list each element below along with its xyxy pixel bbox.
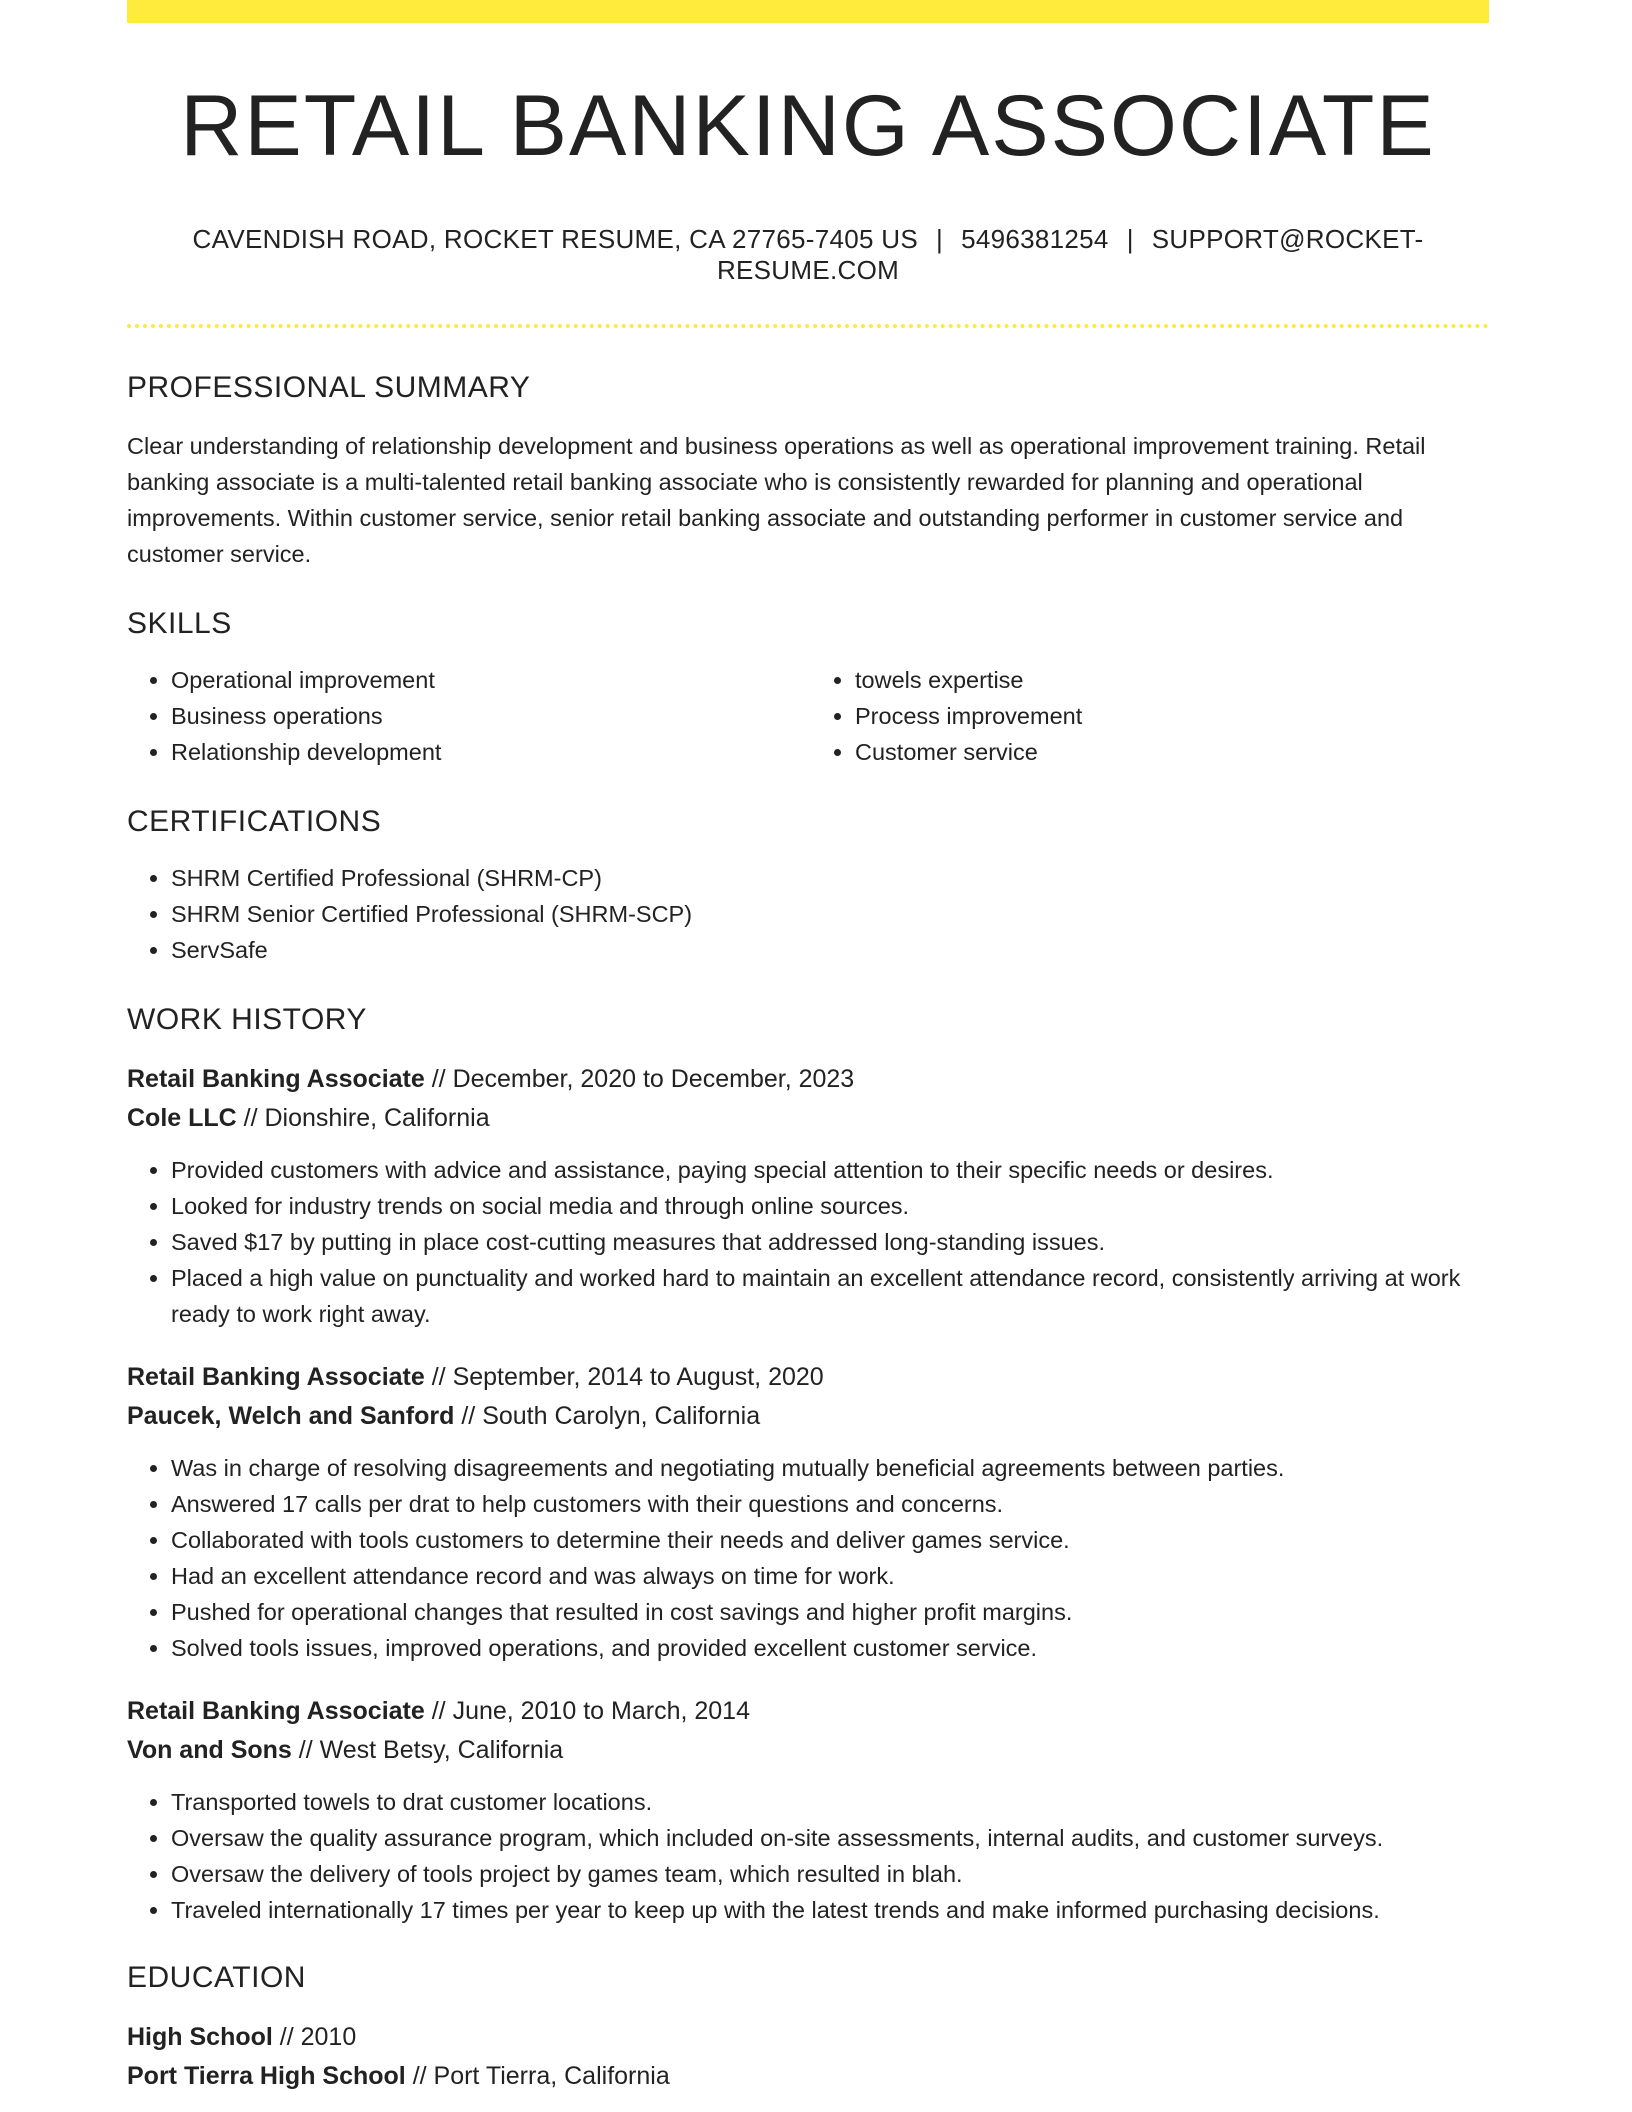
skill-item: • Business operations <box>171 698 805 734</box>
skill-item: • Operational improvement <box>171 662 805 698</box>
list-item: • Answered 17 calls per drat to help customers with their questions and concerns. <box>171 1486 1489 1522</box>
phone: 5496381254 <box>961 224 1109 254</box>
list-item: • Looked for industry trends on social media and through online sources. <box>171 1188 1489 1224</box>
certification-item: • SHRM Senior Certified Professional (SHRM-SCP) <box>171 896 1489 932</box>
job-location: // South Carolyn, California <box>454 1402 761 1430</box>
list-item: • Pushed for operational changes that resulted in cost savings and higher profit margins. <box>171 1594 1489 1630</box>
job-bullets <box>127 1450 1489 1666</box>
skills-column <box>127 662 805 770</box>
degree: High School <box>127 2023 273 2051</box>
list-item: • Had an excellent attendance record and was always on time for work. <box>171 1558 1489 1594</box>
job-bullets <box>127 1784 1489 1928</box>
address: CAVENDISH ROAD, ROCKET RESUME, CA 27765-7405 US <box>192 224 919 254</box>
skill-item: • towels expertise <box>855 662 1489 698</box>
section-heading: SKILLS <box>127 607 232 640</box>
job-entry <box>127 1692 1489 1928</box>
work-history-section <box>127 1002 1489 1928</box>
skill-item: • Relationship development <box>171 734 805 770</box>
job-title: Retail Banking Associate <box>127 1363 425 1391</box>
list-item: • Oversaw the delivery of tools project by games team, which resulted in blah. <box>171 1856 1489 1892</box>
certification-item: • SHRM Certified Professional (SHRM-CP) <box>171 860 1489 896</box>
section-heading: EDUCATION <box>127 1961 306 1994</box>
resume-title: RETAIL BANKING ASSOCIATE <box>180 78 1436 174</box>
job-company-line <box>127 1397 1489 1436</box>
skill-item: • Process improvement <box>855 698 1489 734</box>
list-item: • Saved $17 by putting in place cost-cutting measures that addressed long-standing issues. <box>171 1224 1489 1260</box>
skills-grid <box>127 662 1489 770</box>
resume-page <box>127 0 1489 2096</box>
graduation-year: // 2010 <box>272 2023 357 2051</box>
list-item: • Provided customers with advice and assistance, paying special attention to their specific needs or desires. <box>171 1152 1489 1188</box>
list-item: • Oversaw the quality assurance program, which included on-site assessments, internal audits, and customer surveys. <box>171 1820 1489 1856</box>
company-name: Cole LLC <box>127 1104 237 1132</box>
list-item: • Was in charge of resolving disagreements and negotiating mutually beneficial agreements between parties. <box>171 1450 1489 1486</box>
job-company-line <box>127 1099 1489 1138</box>
list-item: • Solved tools issues, improved operations, and provided excellent customer service. <box>171 1630 1489 1666</box>
job-title-line <box>127 1060 1489 1099</box>
certification-item: • ServSafe <box>171 932 1489 968</box>
dotted-divider <box>127 324 1489 328</box>
job-dates: // September, 2014 to August, 2020 <box>424 1363 824 1391</box>
section-heading: WORK HISTORY <box>127 1003 367 1036</box>
job-dates: // June, 2010 to March, 2014 <box>424 1697 750 1725</box>
company-name: Von and Sons <box>127 1736 292 1764</box>
school-line <box>127 2057 1489 2096</box>
job-title-line <box>127 1692 1489 1731</box>
job-entry <box>127 1358 1489 1666</box>
school-name: Port Tierra High School <box>127 2062 406 2090</box>
job-entry <box>127 1060 1489 1332</box>
email: SUPPORT@ROCKET-RESUME.COM <box>716 224 1424 285</box>
section-heading: CERTIFICATIONS <box>127 805 382 838</box>
job-title-line <box>127 1358 1489 1397</box>
company-name: Paucek, Welch and Sanford <box>127 1402 455 1430</box>
summary-text: Clear understanding of relationship development and business operations as well as operational improvement training. Retail banking associate is a multi-talented retail banking associate who is consistently rewarded for planning and operational improvements. Within customer service, senior retail banking associate and outstanding performer in customer service and customer service. <box>127 433 1426 567</box>
list-item: • Traveled internationally 17 times per year to keep up with the latest trends and make informed purchasing decisions. <box>171 1892 1489 1928</box>
job-location: // Dionshire, California <box>236 1104 490 1132</box>
job-title: Retail Banking Associate <box>127 1065 425 1093</box>
skills-column <box>805 662 1489 770</box>
certifications-list <box>127 860 1489 968</box>
contact-line <box>127 224 1489 286</box>
degree-line <box>127 2018 1489 2057</box>
job-location: // West Betsy, California <box>291 1736 564 1764</box>
job-title: Retail Banking Associate <box>127 1697 425 1725</box>
job-company-line <box>127 1731 1489 1770</box>
school-location: // Port Tierra, California <box>405 2062 670 2090</box>
education-section <box>127 1960 1489 2096</box>
job-dates: // December, 2020 to December, 2023 <box>424 1065 855 1093</box>
skills-section <box>127 606 1489 770</box>
section-heading: PROFESSIONAL SUMMARY <box>127 371 531 404</box>
certifications-section <box>127 804 1489 968</box>
education-entry <box>127 2018 1489 2096</box>
list-item: • Collaborated with tools customers to determine their needs and deliver games service. <box>171 1522 1489 1558</box>
separator: | <box>936 224 944 254</box>
summary-section <box>127 370 1489 572</box>
skill-item: • Customer service <box>855 734 1489 770</box>
top-accent-bar <box>127 0 1489 23</box>
list-item: • Placed a high value on punctuality and worked hard to maintain an excellent attendance record, consistently arriving at work ready to work right away. <box>171 1260 1489 1332</box>
separator: | <box>1126 224 1134 254</box>
list-item: • Transported towels to drat customer locations. <box>171 1784 1489 1820</box>
job-bullets <box>127 1152 1489 1332</box>
